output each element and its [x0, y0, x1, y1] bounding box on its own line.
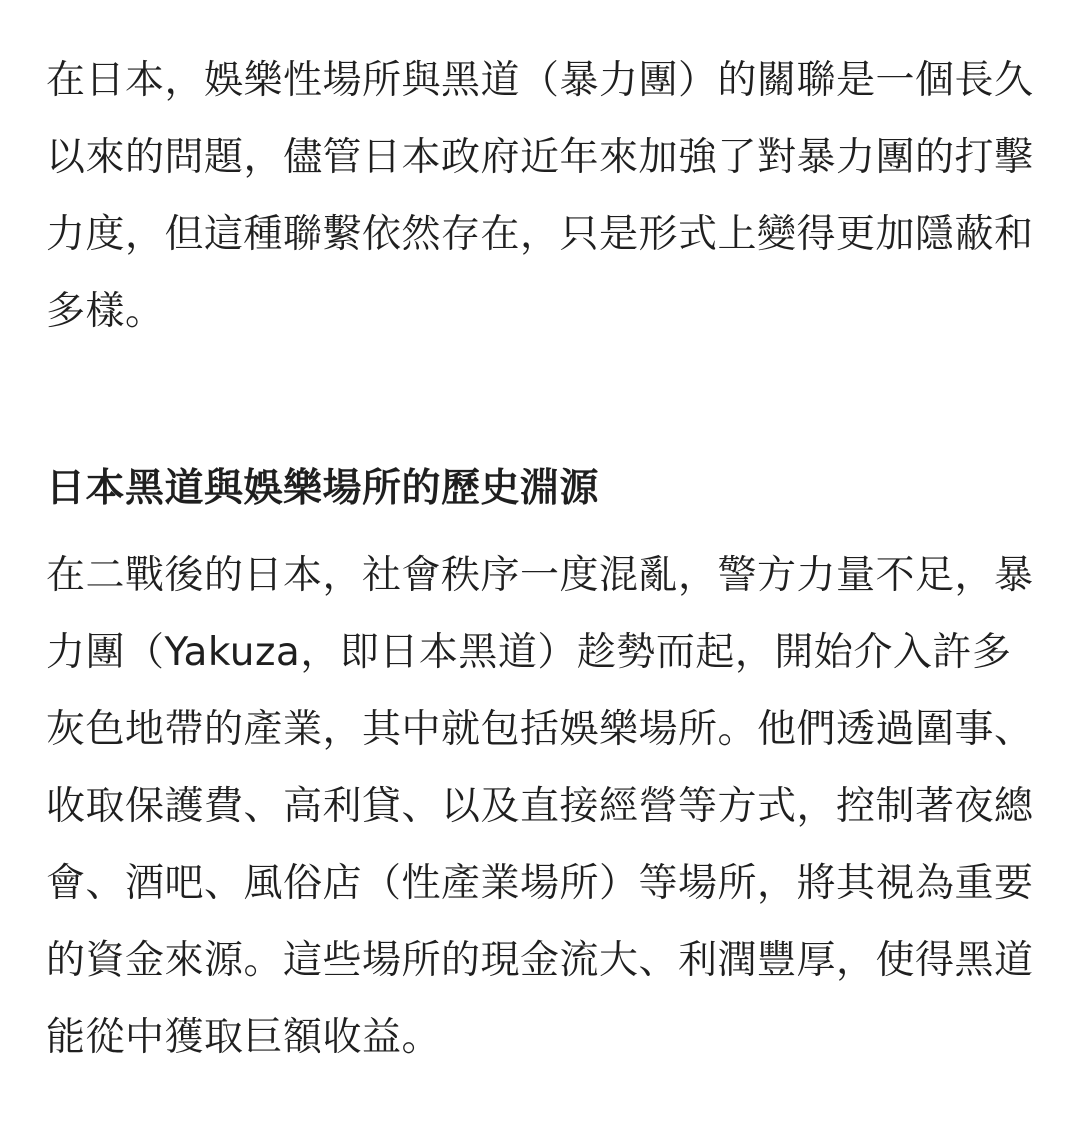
- intro-paragraph: 在日本，娛樂性場所與黑道（暴力團）的關聯是一個長久以來的問題，儘管日本政府近年來加強了對暴力團的打擊力度，但這種聯繫依然存在，只是形式上變得更加隱蔽和多樣。: [46, 58, 1034, 334]
- section-heading: 日本黑道與娛樂場所的歷史淵源: [46, 466, 600, 511]
- history-paragraph: 在二戰後的日本，社會秩序一度混亂，警方力量不足，暴力團（Yakuza，即日本黑道）趁勢而起，開始介入許多灰色地帶的產業，其中就包括娛樂場所。他們透過圍事、收取保護費、高利貸、以及直接經營等方式，控制著夜總會、酒吧、風俗店（性產業場所）等場所，將其視為重要的資金來源。這些場所的現金流大、利潤豐厚，使得黑道能從中獲取巨額收益。: [46, 553, 1034, 1060]
